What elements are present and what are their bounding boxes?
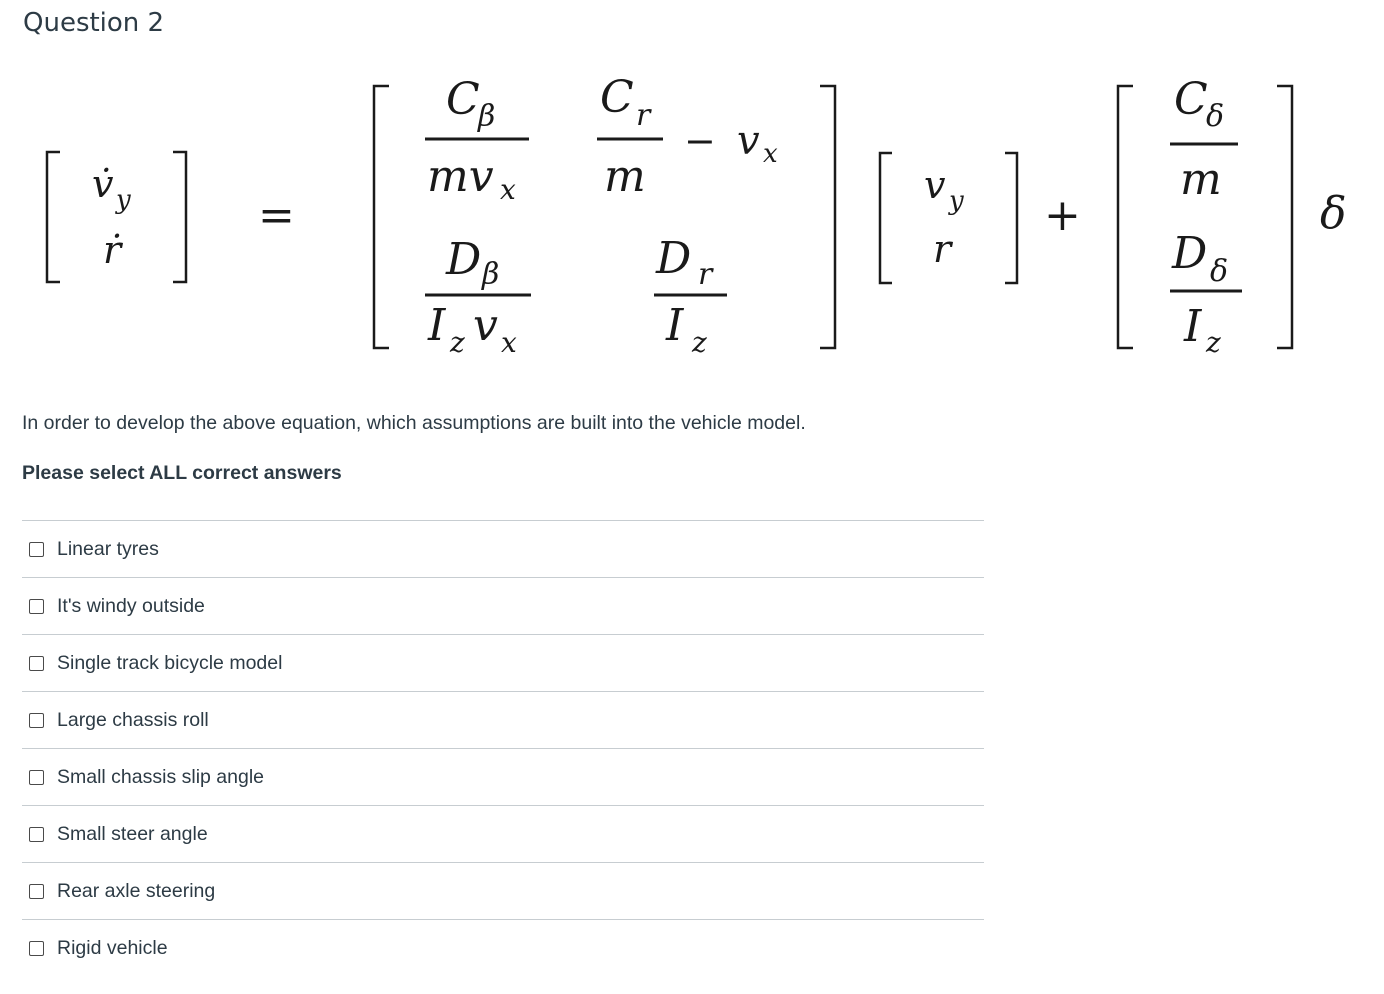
lhs-vector bbox=[47, 152, 186, 282]
a11-denominator-sub: x bbox=[500, 173, 516, 206]
answer-checkbox[interactable] bbox=[29, 827, 44, 842]
answer-checkbox[interactable] bbox=[29, 599, 44, 614]
a22-denominator-sub: z bbox=[692, 326, 707, 359]
answer-option[interactable] bbox=[22, 805, 984, 862]
answer-checkbox[interactable] bbox=[29, 770, 44, 785]
state-top: v bbox=[924, 163, 946, 207]
equals-sign: = bbox=[258, 190, 295, 241]
question-title: Question 2 bbox=[23, 8, 165, 38]
b2-numerator-sub: δ bbox=[1210, 254, 1229, 289]
lhs-bottom: ṙ bbox=[103, 228, 122, 272]
a21-denominator-2: v bbox=[473, 300, 498, 351]
b1-numerator-sub: δ bbox=[1206, 99, 1225, 134]
a21-denominator-2-sub: x bbox=[501, 326, 517, 359]
a21-numerator: D bbox=[446, 234, 482, 285]
a11-numerator: C bbox=[446, 74, 480, 125]
lhs-top-sub: y bbox=[116, 185, 131, 215]
answer-checkbox[interactable] bbox=[29, 656, 44, 671]
answer-label: Large chassis roll bbox=[57, 708, 209, 731]
answer-option[interactable] bbox=[22, 634, 984, 691]
a12-numerator: C bbox=[600, 72, 634, 123]
a22-denominator: I bbox=[666, 300, 684, 351]
b2-numerator: D bbox=[1172, 228, 1208, 279]
answer-checkbox[interactable] bbox=[29, 884, 44, 899]
a12-denominator: m bbox=[604, 151, 646, 202]
answer-label: Rear axle steering bbox=[57, 879, 216, 902]
answer-option[interactable] bbox=[22, 748, 984, 805]
matrix-a bbox=[374, 72, 835, 359]
answer-checkbox[interactable] bbox=[29, 941, 44, 956]
input-delta: δ bbox=[1320, 188, 1347, 239]
state-vector bbox=[880, 153, 1017, 283]
answer-label: Rigid vehicle bbox=[57, 936, 168, 959]
a21-denominator-1: I bbox=[428, 300, 446, 351]
answer-list bbox=[22, 520, 984, 976]
a12-numerator-sub: r bbox=[636, 98, 651, 133]
b1-denominator: m bbox=[1180, 154, 1222, 205]
question-instruction: Please select ALL correct answers bbox=[22, 462, 342, 484]
plus-sign: + bbox=[1044, 190, 1081, 241]
answer-option[interactable] bbox=[22, 862, 984, 919]
state-bottom: r bbox=[933, 227, 952, 271]
a12-minus: − bbox=[684, 119, 716, 163]
matrix-b bbox=[1118, 74, 1292, 359]
a22-numerator-sub: r bbox=[698, 257, 713, 292]
answer-label: Small steer angle bbox=[57, 822, 208, 845]
answer-checkbox[interactable] bbox=[29, 542, 44, 557]
answer-label: It's windy outside bbox=[57, 594, 205, 617]
b2-denominator-sub: z bbox=[1206, 326, 1221, 359]
b1-numerator: C bbox=[1174, 74, 1208, 125]
state-space-equation bbox=[0, 70, 1384, 370]
b2-denominator: I bbox=[1184, 301, 1202, 352]
answer-option[interactable] bbox=[22, 691, 984, 748]
state-top-sub: y bbox=[949, 186, 964, 216]
a21-numerator-sub: β bbox=[482, 257, 500, 292]
a11-numerator-sub: β bbox=[478, 99, 496, 134]
answer-option[interactable] bbox=[22, 577, 984, 634]
a22-numerator: D bbox=[656, 233, 692, 284]
answer-option[interactable] bbox=[22, 520, 984, 577]
a21-denominator-1-sub: z bbox=[450, 326, 465, 359]
answer-checkbox[interactable] bbox=[29, 713, 44, 728]
answer-label: Single track bicycle model bbox=[57, 651, 283, 674]
a11-denominator: mv bbox=[427, 151, 494, 202]
a12-tail-sub: x bbox=[763, 139, 778, 169]
a12-tail: v bbox=[737, 118, 760, 164]
answer-label: Small chassis slip angle bbox=[57, 765, 265, 788]
answer-option[interactable] bbox=[22, 919, 984, 976]
lhs-top: v̇ bbox=[92, 162, 114, 206]
question-prompt: In order to develop the above equation, which assumptions are built into the vehicle model. bbox=[22, 412, 806, 434]
answer-label: Linear tyres bbox=[57, 537, 159, 560]
